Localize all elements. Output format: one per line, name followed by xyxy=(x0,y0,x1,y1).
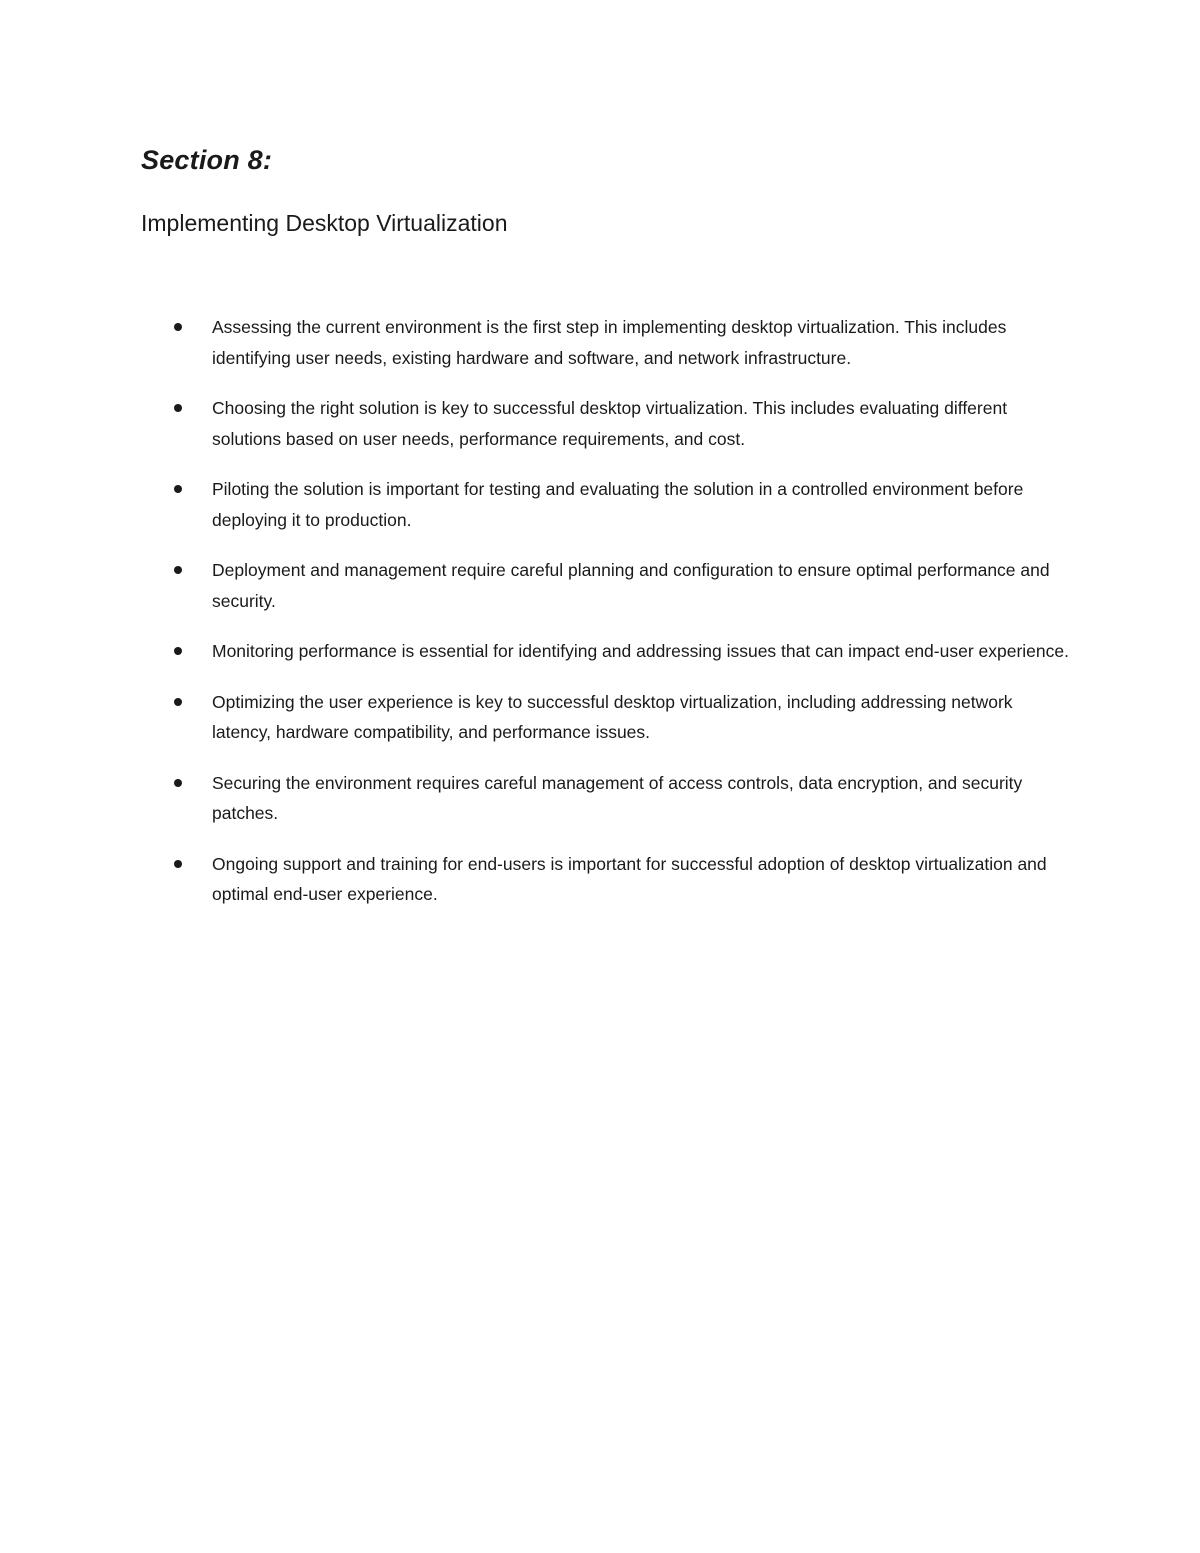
bullet-icon xyxy=(174,860,182,868)
list-item xyxy=(171,687,1071,748)
list-item xyxy=(171,768,1071,829)
bullet-icon xyxy=(174,323,182,331)
bullet-text: Deployment and management require careful planning and configuration to ensure optimal performance and security. xyxy=(212,560,1050,611)
bullet-text: Choosing the right solution is key to successful desktop virtualization. This includes evaluating different solutions based on user needs, performance requirements, and cost. xyxy=(212,398,1008,449)
list-item xyxy=(171,849,1071,910)
bullet-list xyxy=(171,312,1071,930)
bullet-text: Monitoring performance is essential for identifying and addressing issues that can impact end-user experience. xyxy=(212,641,1069,661)
bullet-icon xyxy=(174,404,182,412)
bullet-text: Ongoing support and training for end-users is important for successful adoption of desktop virtualization and optimal end-user experience. xyxy=(212,853,1047,904)
list-item xyxy=(171,555,1071,616)
bullet-text: Optimizing the user experience is key to successful desktop virtualization, including addressing network latency, hardware compatibility, and performance issues. xyxy=(212,691,1013,742)
bullet-text: Assessing the current environment is the first step in implementing desktop virtualization. This includes identifying user needs, existing hardware and software, and network infrastructure. xyxy=(212,317,1007,368)
bullet-text: Piloting the solution is important for testing and evaluating the solution in a controlled environment before deploying it to production. xyxy=(212,479,1024,530)
list-item xyxy=(171,393,1071,454)
bullet-icon xyxy=(174,485,182,493)
list-item xyxy=(171,474,1071,535)
list-item xyxy=(171,312,1071,373)
bullet-icon xyxy=(174,647,182,655)
bullet-icon xyxy=(174,698,182,706)
bullet-text: Securing the environment requires careful management of access controls, data encryption, and security patches. xyxy=(212,772,1023,823)
list-item xyxy=(171,636,1071,667)
bullet-icon xyxy=(174,566,182,574)
bullet-icon xyxy=(174,779,182,787)
section-heading: Section 8: xyxy=(141,145,273,175)
section-subtitle: Implementing Desktop Virtualization xyxy=(141,210,508,236)
